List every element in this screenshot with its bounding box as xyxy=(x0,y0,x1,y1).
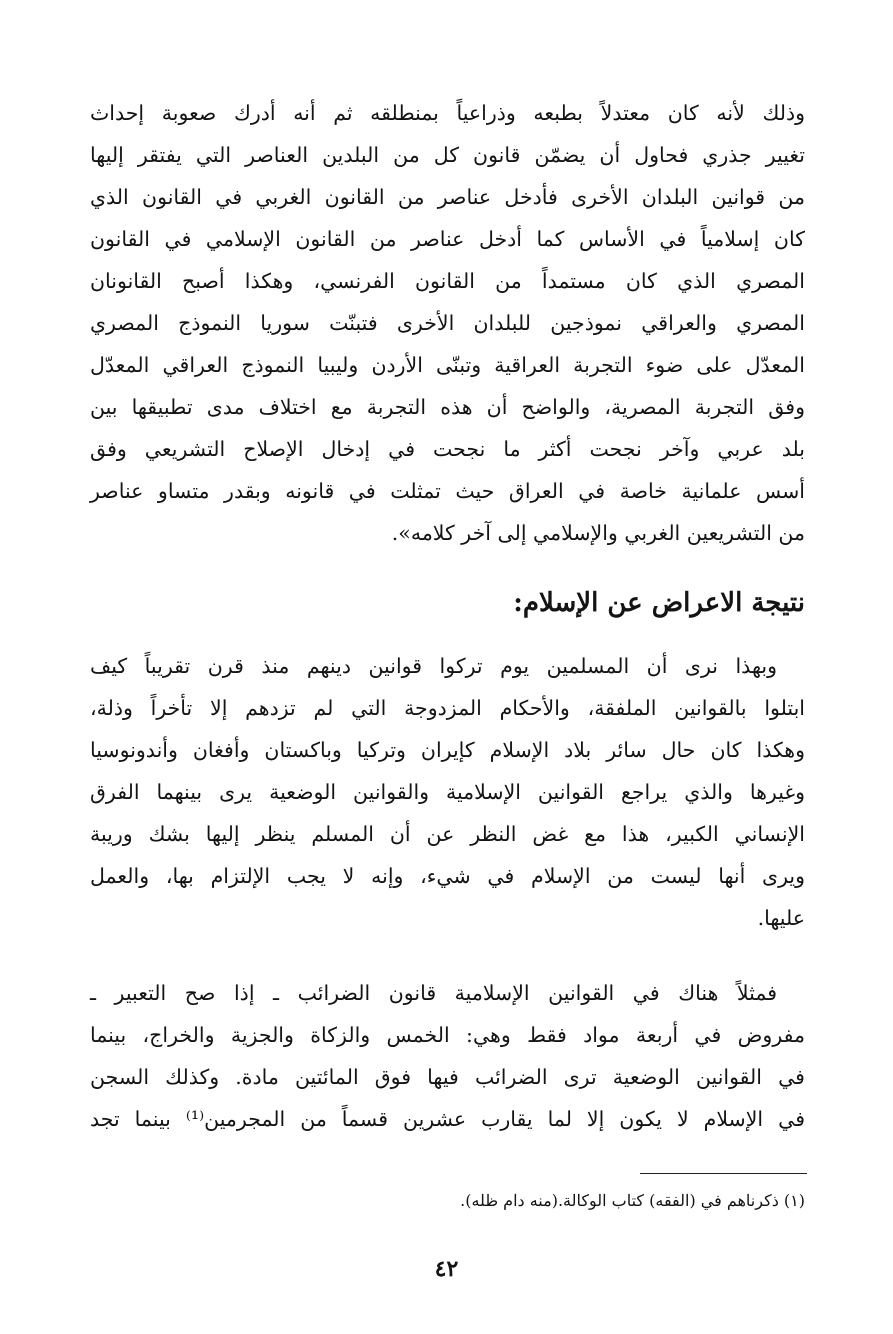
paragraph-1 xyxy=(90,92,805,554)
footnote: (١) ذكرناهم في (الفقه) كتاب الوكالة.(منه دام ظله). xyxy=(460,1191,805,1210)
text-line: بلد عربي وآخر نجحت أكثر ما نجحت في إدخال الإصلاح التشريعي وفق xyxy=(90,437,805,461)
text-line: المصري والعراقي نموذجين للبلدان الأخرى فتبنّت سوريا النموذج المصري xyxy=(90,311,805,335)
text-line: في القوانين الوضعية ترى الضرائب فيها فوق المائتين مادة. وكذلك السجن xyxy=(90,1065,805,1089)
footnote-separator xyxy=(640,1173,807,1174)
text-line: الإنساني الكبير، هذا مع غض النظر عن أن المسلم ينظر إليها بشك وريبة xyxy=(90,822,805,846)
text-line: وهكذا كان حال سائر بلاد الإسلام كإيران وتركيا وباكستان وأفغان وأندونوسيا xyxy=(90,738,805,762)
text-line: من التشريعين الغربي والإسلامي إلى آخر كلامه». xyxy=(391,521,805,545)
text-line: ويرى أنها ليست من الإسلام في شيء، وإنه لا يجب الإلتزام بها، والعمل xyxy=(90,864,805,888)
page-number: ٤٢ xyxy=(434,1256,459,1282)
text-line: وبهذا نرى أن المسلمين يوم تركوا قوانين دينهم منذ قرن تقريباً كيف xyxy=(90,654,777,678)
text-line: عليها. xyxy=(757,906,805,930)
paragraph-2 xyxy=(90,645,805,939)
text-line: ابتلوا بالقوانين الملفقة، والأحكام المزدوجة التي لم تزدهم إلا تأخراً وذلة، xyxy=(90,696,805,720)
text-line: وذلك لأنه كان معتدلاً بطبعه وذراعياً بمنطلقه ثم أنه أدرك صعوبة إحداث xyxy=(90,101,805,125)
text-line: في الإسلام لا يكون إلا لما يقارب عشرين قسماً من المجرمين⁽¹⁾ بينما تجد xyxy=(90,1107,805,1131)
paragraph-3 xyxy=(90,972,805,1140)
text-line: أسس علمانية خاصة في العراق حيث تمثلت في قانونه وبقدر متساو عناصر xyxy=(90,479,805,503)
text-line: المعدّل على ضوء التجربة العراقية وتبنّى الأردن وليبيا النموذج العراقي المعدّل xyxy=(90,353,805,377)
text-line: فمثلاً هناك في القوانين الإسلامية قانون الضرائب ـ إذا صح التعبير ـ xyxy=(90,981,777,1005)
text-line: وفق التجربة المصرية، والواضح أن هذه التجربة مع اختلاف مدى تطبيقها بين xyxy=(90,395,805,419)
text-line: من قوانين البلدان الأخرى فأدخل عناصر من القانون الغربي في القانون الذي xyxy=(90,185,805,209)
text-line: كان إسلامياً في الأساس كما أدخل عناصر من القانون الإسلامي في القانون xyxy=(90,227,805,251)
text-line: تغيير جذري فحاول أن يضمّن قانون كل من البلدين العناصر التي يفتقر إليها xyxy=(90,143,805,167)
text-line: مفروض في أربعة مواد فقط وهي: الخمس والزكاة والجزية والخراج، بينما xyxy=(90,1023,805,1047)
text-line: وغيرها والذي يراجع القوانين الإسلامية والقوانين الوضعية يرى بينهما الفرق xyxy=(90,780,805,804)
text-line: المصري الذي كان مستمداً من القانون الفرنسي، وهكذا أصبح القانونان xyxy=(90,269,805,293)
section-heading: نتيجة الاعراض عن الإسلام: xyxy=(513,588,805,618)
